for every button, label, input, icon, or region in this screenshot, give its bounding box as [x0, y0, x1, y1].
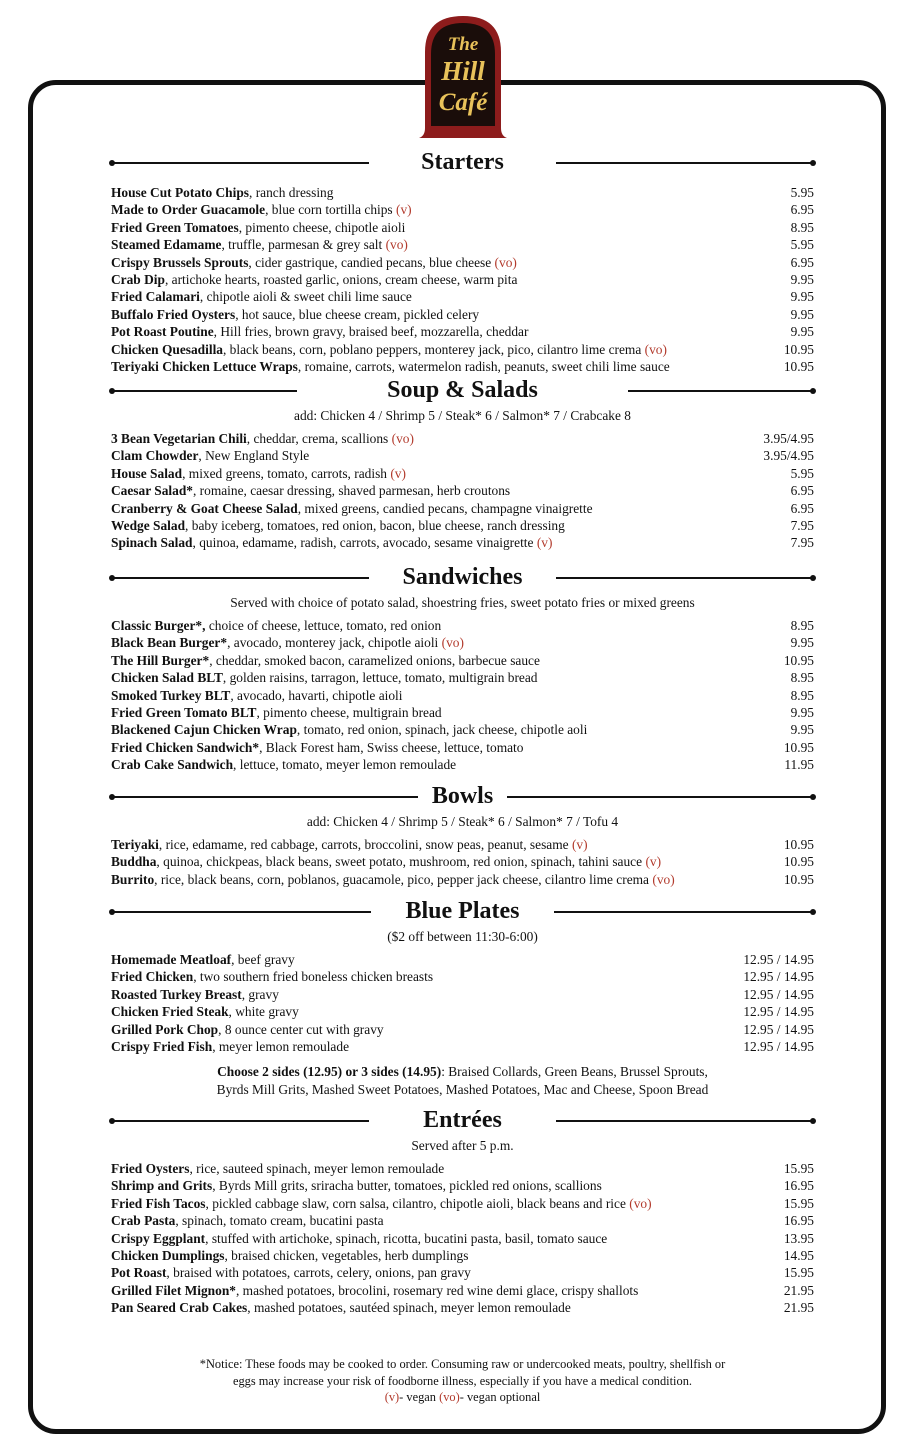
menu-item-text	[111, 1003, 299, 1020]
menu-item-price: 10.95	[783, 652, 814, 668]
menu-item-description: , cheddar, smoked bacon, caramelized onions, barbecue sauce	[209, 652, 540, 668]
menu-item-price: 15.95	[783, 1195, 814, 1211]
menu-item-description: , two southern fried boneless chicken breasts	[193, 969, 434, 985]
menu-item-name: Crispy Brussels Sprouts	[111, 254, 249, 270]
notice-line-1: *Notice: These foods may be cooked to order. Consuming raw or undercooked meats, poultry, shellfish or	[199, 1357, 726, 1371]
menu-item-description: , braised with potatoes, carrots, celery, onions, pan gravy	[166, 1265, 471, 1281]
menu-item-price: 14.95	[783, 1248, 814, 1264]
menu-item	[111, 739, 814, 756]
menu-item-price: 6.95	[790, 500, 814, 516]
menu-item-price: 15.95	[783, 1265, 814, 1281]
section-sandwiches	[111, 561, 814, 774]
diet-tag: (vo)	[652, 871, 675, 887]
menu-item	[111, 1003, 814, 1020]
menu-item-text	[111, 1195, 652, 1212]
section-header	[111, 1104, 814, 1136]
menu-item-name: Buddha	[111, 854, 157, 870]
vegan-optional-label: - vegan optional	[459, 1390, 541, 1404]
menu-item	[111, 1264, 814, 1281]
section-title: Sandwiches	[392, 564, 532, 591]
menu-item-name: Spinach Salad	[111, 535, 193, 551]
menu-item-description: , avocado, havarti, chipotle aioli	[230, 687, 403, 703]
menu-item-name: Blackened Cajun Chicken Wrap	[111, 722, 297, 738]
menu-item-description: , hot sauce, blue cheese cream, pickled celery	[235, 306, 480, 322]
menu-item-description: , rice, edamame, red cabbage, carrots, broccolini, snow peas, peanut, sesame	[158, 837, 572, 852]
sides-list-1: : Braised Collards, Green Beans, Brussel Sprouts,	[441, 1064, 708, 1080]
menu-item-name: Fried Fish Tacos	[111, 1195, 206, 1211]
menu-item-description: , baby iceberg, tomatoes, red onion, bacon, blue cheese, ranch dressing	[185, 518, 565, 534]
menu-item	[111, 756, 814, 773]
menu-item-price: 21.95	[783, 1300, 814, 1316]
menu-item-description: , avocado, monterey jack, chipotle aioli	[227, 635, 442, 651]
menu-item-name: Pot Roast Poutine	[111, 324, 214, 340]
menu-item-name: Pot Roast	[111, 1265, 167, 1281]
diet-tag: (vo)	[644, 341, 667, 357]
menu-item-price: 15.95	[783, 1161, 814, 1176]
menu-item-text	[111, 721, 587, 738]
menu-item-description: , Byrds Mill grits, sriracha butter, tomatoes, pickled red onions, scallions	[212, 1178, 602, 1194]
menu-item	[111, 1177, 814, 1194]
sides-info	[111, 1063, 814, 1098]
menu-item-price: 9.95	[790, 635, 814, 651]
menu-item-description: , golden raisins, tarragon, lettuce, tomato, multigrain bread	[222, 670, 538, 686]
menu-item-price: 10.95	[783, 739, 814, 755]
menu-item	[111, 669, 814, 686]
menu-item-description: , spinach, tomato cream, bucatini pasta	[175, 1213, 384, 1229]
menu-item	[111, 986, 814, 1003]
menu-item	[111, 617, 814, 634]
menu-item	[111, 634, 814, 651]
menu-item-price: 12.95 / 14.95	[743, 1004, 814, 1020]
menu-item-price: 13.95	[783, 1230, 814, 1246]
menu-item-price: 8.95	[790, 670, 814, 686]
menu-item-name: Teriyaki Chicken Lettuce Wraps	[111, 359, 298, 375]
menu-item-name: Crab Dip	[111, 272, 165, 288]
menu-item	[111, 704, 814, 721]
vegan-label: - vegan	[399, 1390, 440, 1404]
section-starters	[111, 146, 814, 375]
menu-item-description: , stuffed with artichoke, spinach, ricotta, bucatini pasta, basil, tomato sauce	[205, 1230, 608, 1246]
menu-item-text	[111, 482, 510, 499]
menu-item	[111, 1160, 814, 1177]
rule-right	[556, 162, 814, 164]
menu-item-name: Chicken Dumplings	[111, 1248, 225, 1264]
rule-left	[111, 390, 297, 392]
food-safety-notice	[111, 1356, 814, 1406]
svg-text:The: The	[447, 34, 479, 55]
menu-item	[111, 1038, 814, 1055]
menu-item	[111, 1230, 814, 1247]
menu-item-description: , braised chicken, vegetables, herb dumplings	[224, 1248, 469, 1264]
menu-item-description: , lettuce, tomato, meyer lemon remoulade	[233, 757, 457, 773]
menu-item-price: 3.95/4.95	[763, 431, 814, 446]
menu-item-text	[111, 465, 406, 482]
menu-item-name: Grilled Filet Mignon*	[111, 1282, 236, 1298]
svg-text:Hill: Hill	[441, 56, 485, 86]
menu-item-name: Classic Burger*,	[111, 618, 206, 633]
svg-text:Café: Café	[438, 89, 488, 116]
rule-right	[628, 390, 814, 392]
menu-item-text	[111, 617, 441, 634]
menu-item-description: , mixed greens, candied pecans, champagne vinaigrette	[297, 500, 593, 516]
diet-tag: (vo)	[391, 431, 414, 446]
rule-left	[111, 577, 369, 579]
menu-item-name: 3 Bean Vegetarian Chili	[111, 431, 247, 446]
menu-item-text	[111, 1282, 638, 1299]
menu-item-name: Crab Cake Sandwich	[111, 757, 234, 773]
menu-item-description: , rice, sauteed spinach, meyer lemon remoulade	[189, 1161, 445, 1176]
menu-item-text	[111, 986, 279, 1003]
menu-item-name: Fried Green Tomatoes	[111, 219, 239, 235]
menu-item-text	[111, 219, 405, 236]
menu-item-description: , chipotle aioli & sweet chili lime sauce	[199, 289, 412, 305]
section-title: Blue Plates	[396, 898, 530, 925]
menu-item-name: Burrito	[111, 871, 155, 887]
menu-item-text	[111, 836, 588, 853]
menu-item-price: 16.95	[783, 1178, 814, 1194]
menu-item-text	[111, 1212, 384, 1229]
diet-tag: (vo)	[385, 237, 408, 253]
menu-item-text	[111, 704, 442, 721]
menu-item-name: Fried Chicken Sandwich*	[111, 739, 260, 755]
diet-tag: (vo)	[629, 1195, 652, 1211]
diet-tag: (v)	[645, 854, 662, 870]
menu-item-name: Buffalo Fried Oysters	[111, 306, 236, 322]
menu-item	[111, 288, 814, 305]
menu-item-price: 6.95	[790, 483, 814, 499]
menu-item-description: , mixed greens, tomato, carrots, radish	[182, 465, 391, 481]
menu-item	[111, 184, 814, 201]
menu-item-description: , white gravy	[228, 1004, 299, 1020]
sides-line-1	[111, 1063, 814, 1081]
menu-item-price: 10.95	[783, 871, 814, 887]
menu-item	[111, 1247, 814, 1264]
menu-item-name: Chicken Quesadilla	[111, 341, 223, 357]
menu-item-price: 10.95	[783, 837, 814, 852]
menu-item-price: 12.95 / 14.95	[743, 969, 814, 985]
diet-legend	[111, 1389, 814, 1406]
menu-item-name: Grilled Pork Chop	[111, 1021, 219, 1037]
section-note: add: Chicken 4 / Shrimp 5 / Steak* 6 / Salmon* 7 / Crabcake 8	[294, 408, 631, 423]
menu-item-name: Teriyaki	[111, 837, 159, 852]
menu-item-text	[111, 652, 540, 669]
diet-tag: (v)	[571, 837, 588, 852]
menu-item	[111, 871, 814, 888]
sides-line-2: Byrds Mill Grits, Mashed Sweet Potatoes, Mashed Potatoes, Mac and Cheese, Spoon Bread	[216, 1082, 709, 1098]
menu-item-price: 6.95	[790, 254, 814, 270]
menu-item-text	[111, 1177, 602, 1194]
menu-item-name: House Salad	[111, 465, 183, 481]
menu-item-text	[111, 739, 523, 756]
menu-item	[111, 1299, 814, 1316]
menu-item	[111, 687, 814, 704]
diet-tag: (vo)	[441, 635, 464, 651]
menu-item	[111, 447, 814, 464]
menu-item	[111, 1282, 814, 1299]
menu-item-name: Clam Chowder	[111, 448, 199, 464]
menu-item	[111, 201, 814, 218]
menu-item-description: , meyer lemon remoulade	[212, 1039, 350, 1055]
hill-cafe-logo	[417, 10, 509, 142]
menu-item-price: 8.95	[790, 618, 814, 633]
menu-item-text	[111, 1021, 384, 1038]
rule-right	[556, 1120, 814, 1122]
diet-tag: (v)	[396, 202, 412, 218]
menu-item-text	[111, 1299, 571, 1316]
menu-item-name: Fried Oysters	[111, 1161, 190, 1176]
menu-item-price: 11.95	[784, 757, 814, 773]
menu-item	[111, 482, 814, 499]
menu-item-description: , ranch dressing	[249, 185, 334, 200]
section-header	[111, 374, 814, 406]
menu-item-description: , truffle, parmesan & grey salt	[221, 237, 386, 253]
menu-item-text	[111, 358, 670, 375]
section-blue-plates	[111, 895, 814, 1099]
menu-item-text	[111, 951, 295, 968]
menu-item-description: , black beans, corn, poblano peppers, monterey jack, pico, cilantro lime crema	[222, 341, 645, 357]
menu-item-name: The Hill Burger*	[111, 652, 210, 668]
rule-left	[111, 796, 418, 798]
menu-item-price: 9.95	[790, 705, 814, 721]
menu-item	[111, 721, 814, 738]
menu-item-description: , beef gravy	[231, 952, 295, 967]
menu-item-name: Cranberry & Goat Cheese Salad	[111, 500, 298, 516]
menu-item-description: , quinoa, chickpeas, black beans, sweet potato, mushroom, red onion, spinach, tahini sauce	[156, 854, 646, 870]
menu-item-price: 9.95	[790, 272, 814, 288]
menu-item-price: 5.95	[790, 465, 814, 481]
menu-item-price: 10.95	[783, 854, 814, 870]
section-note: ($2 off between 11:30-6:00)	[387, 929, 538, 944]
menu-item	[111, 652, 814, 669]
menu-item-price: 5.95	[790, 185, 814, 200]
menu-item-text	[111, 236, 408, 253]
menu-item-price: 8.95	[790, 687, 814, 703]
menu-item-text	[111, 323, 528, 340]
menu-item-text	[111, 271, 517, 288]
menu-item-text	[111, 517, 565, 534]
menu-item-text	[111, 430, 414, 447]
menu-item-name: Wedge Salad	[111, 518, 186, 534]
menu-item	[111, 306, 814, 323]
menu-item-description: , quinoa, edamame, radish, carrots, avocado, sesame vinaigrette	[192, 535, 537, 551]
section-note: Served after 5 p.m.	[411, 1138, 514, 1153]
menu-item-description: , romaine, carrots, watermelon radish, peanuts, sweet chili lime sauce	[297, 359, 670, 375]
menu-item-price: 16.95	[783, 1213, 814, 1229]
menu-item-name: Chicken Salad BLT	[111, 670, 223, 686]
section-header	[111, 780, 814, 812]
section-header	[111, 895, 814, 927]
menu-item-description: , rice, black beans, corn, poblanos, guacamole, pico, pepper jack cheese, cilantro lime crema	[154, 871, 653, 887]
section-header	[111, 146, 814, 178]
menu-item-description: choice of cheese, lettuce, tomato, red onion	[205, 618, 442, 633]
section-title: Bowls	[422, 783, 503, 810]
menu-item-price: 9.95	[790, 306, 814, 322]
vegan-optional-tag: (vo)	[439, 1390, 460, 1404]
menu-item	[111, 254, 814, 271]
menu-item-description: , gravy	[241, 986, 279, 1002]
menu-item-text	[111, 756, 456, 773]
menu-item-text	[111, 1230, 607, 1247]
menu-item-price: 12.95 / 14.95	[743, 952, 814, 967]
menu-item-description: , Hill fries, brown gravy, braised beef, mozzarella, cheddar	[213, 324, 529, 340]
menu-item-name: Crab Pasta	[111, 1213, 176, 1229]
menu-item	[111, 219, 814, 236]
menu-item-text	[111, 687, 403, 704]
menu-item-price: 6.95	[790, 202, 814, 218]
menu-item	[111, 271, 814, 288]
menu-item	[111, 1021, 814, 1038]
menu-item-price: 12.95 / 14.95	[743, 1039, 814, 1055]
menu-item-price: 21.95	[783, 1282, 814, 1298]
menu-item-price: 9.95	[790, 289, 814, 305]
section-note: Served with choice of potato salad, shoestring fries, sweet potato fries or mixed greens	[230, 595, 695, 610]
menu-item-price: 12.95 / 14.95	[743, 1021, 814, 1037]
menu-item-description: , cider gastrique, candied pecans, blue cheese	[248, 254, 495, 270]
menu-item-price: 12.95 / 14.95	[743, 986, 814, 1002]
menu-item-name: Caesar Salad*	[111, 483, 193, 499]
menu-item-description: , 8 ounce center cut with gravy	[218, 1021, 384, 1037]
menu-item-description: , Black Forest ham, Swiss cheese, lettuce, tomato	[259, 739, 524, 755]
rule-left	[111, 1120, 369, 1122]
section-title: Entrées	[413, 1107, 512, 1134]
menu-item-description: , New England Style	[198, 448, 310, 464]
menu-item-description: , romaine, caesar dressing, shaved parmesan, herb croutons	[192, 483, 511, 499]
menu-item	[111, 1195, 814, 1212]
menu-item-text	[111, 288, 412, 305]
menu-item	[111, 358, 814, 375]
section-title: Soup & Salads	[377, 377, 548, 404]
vegan-tag: (v)	[384, 1390, 400, 1404]
menu-item-price: 9.95	[790, 324, 814, 340]
menu-item-text	[111, 853, 661, 870]
rule-right	[554, 911, 814, 913]
menu-item-description: , pickled cabbage slaw, corn salsa, cilantro, chipotle aioli, black beans and rice	[205, 1195, 630, 1211]
diet-tag: (v)	[390, 465, 406, 481]
menu-item-price: 9.95	[790, 722, 814, 738]
rule-left	[111, 911, 371, 913]
menu-item-text	[111, 669, 537, 686]
menu-item-name: Fried Green Tomato BLT	[111, 705, 257, 721]
menu-item-text	[111, 634, 464, 651]
menu-item-text	[111, 1264, 471, 1281]
menu-item-price: 5.95	[790, 237, 814, 253]
menu-item-name: Black Bean Burger*	[111, 635, 228, 651]
menu-item-text	[111, 968, 433, 985]
menu-item-description: , blue corn tortilla chips	[265, 202, 396, 218]
rule-left	[111, 162, 369, 164]
menu-item-name: Fried Chicken	[111, 969, 194, 985]
menu-item-text	[111, 306, 479, 323]
menu-item	[111, 853, 814, 870]
section-header	[111, 561, 814, 593]
menu-item-name: Homemade Meatloaf	[111, 952, 232, 967]
menu-item-text	[111, 341, 667, 358]
menu-item-name: Fried Calamari	[111, 289, 200, 305]
menu-item-price: 10.95	[783, 341, 814, 357]
menu-item-price: 3.95/4.95	[763, 448, 814, 464]
menu-item-text	[111, 201, 412, 218]
menu-item-text	[111, 254, 517, 271]
sides-choice: Choose 2 sides (12.95) or 3 sides (14.95)	[217, 1064, 442, 1080]
menu-item-description: , cheddar, crema, scallions	[246, 431, 392, 446]
menu-item-name: Crispy Fried Fish	[111, 1039, 213, 1055]
menu-item-name: Made to Order Guacamole	[111, 202, 266, 218]
menu-item-description: , tomato, red onion, spinach, jack cheese, chipotle aoli	[296, 722, 588, 738]
section-entrees	[111, 1104, 814, 1317]
menu-item-text	[111, 871, 675, 888]
menu-item-text	[111, 447, 309, 464]
menu-item	[111, 323, 814, 340]
menu-item	[111, 341, 814, 358]
menu-item-name: House Cut Potato Chips	[111, 185, 250, 200]
menu-item	[111, 236, 814, 253]
menu-item-price: 10.95	[783, 359, 814, 375]
menu-item-description: , pimento cheese, multigrain bread	[256, 705, 442, 721]
menu-item-text	[111, 1038, 349, 1055]
menu-item-text	[111, 500, 593, 517]
menu-item-description: , pimento cheese, chipotle aioli	[238, 219, 406, 235]
section-note: add: Chicken 4 / Shrimp 5 / Steak* 6 / Salmon* 7 / Tofu 4	[306, 814, 619, 829]
menu-item	[111, 534, 814, 551]
menu-item-text	[111, 184, 333, 201]
menu-item-description: , artichoke hearts, roasted garlic, onions, cream cheese, warm pita	[164, 272, 518, 288]
section-soup-salads	[111, 374, 814, 552]
menu-item	[111, 430, 814, 447]
menu-item	[111, 836, 814, 853]
menu-item-name: Roasted Turkey Breast	[111, 986, 242, 1002]
menu-item-name: Smoked Turkey BLT	[111, 687, 231, 703]
menu-item-price: 7.95	[790, 518, 814, 534]
menu-item	[111, 517, 814, 534]
menu-item-text	[111, 1160, 444, 1177]
menu-item-name: Shrimp and Grits	[111, 1178, 213, 1194]
menu-item	[111, 465, 814, 482]
diet-tag: (vo)	[494, 254, 517, 270]
menu-item-name: Chicken Fried Steak	[111, 1004, 229, 1020]
menu-item-description: , mashed potatoes, brocolini, rosemary red wine demi glace, crispy shallots	[235, 1282, 639, 1298]
section-bowls	[111, 780, 814, 888]
menu-item-text	[111, 534, 552, 551]
menu-item	[111, 500, 814, 517]
rule-right	[556, 577, 814, 579]
notice-line-2: eggs may increase your risk of foodborne illness, especially if you have a medical condition.	[232, 1373, 692, 1388]
menu-item	[111, 968, 814, 985]
menu-item-name: Steamed Edamame	[111, 237, 222, 253]
menu-item-price: 7.95	[790, 535, 814, 551]
rule-right	[507, 796, 814, 798]
menu-item-price: 8.95	[790, 219, 814, 235]
menu-item-text	[111, 1247, 468, 1264]
menu-item	[111, 951, 814, 968]
menu-item-name: Pan Seared Crab Cakes	[111, 1300, 248, 1316]
section-title: Starters	[411, 149, 514, 176]
diet-tag: (v)	[536, 535, 553, 551]
menu-item	[111, 1212, 814, 1229]
menu-item-description: , mashed potatoes, sautéed spinach, meyer lemon remoulade	[247, 1300, 571, 1316]
menu-item-name: Crispy Eggplant	[111, 1230, 206, 1246]
